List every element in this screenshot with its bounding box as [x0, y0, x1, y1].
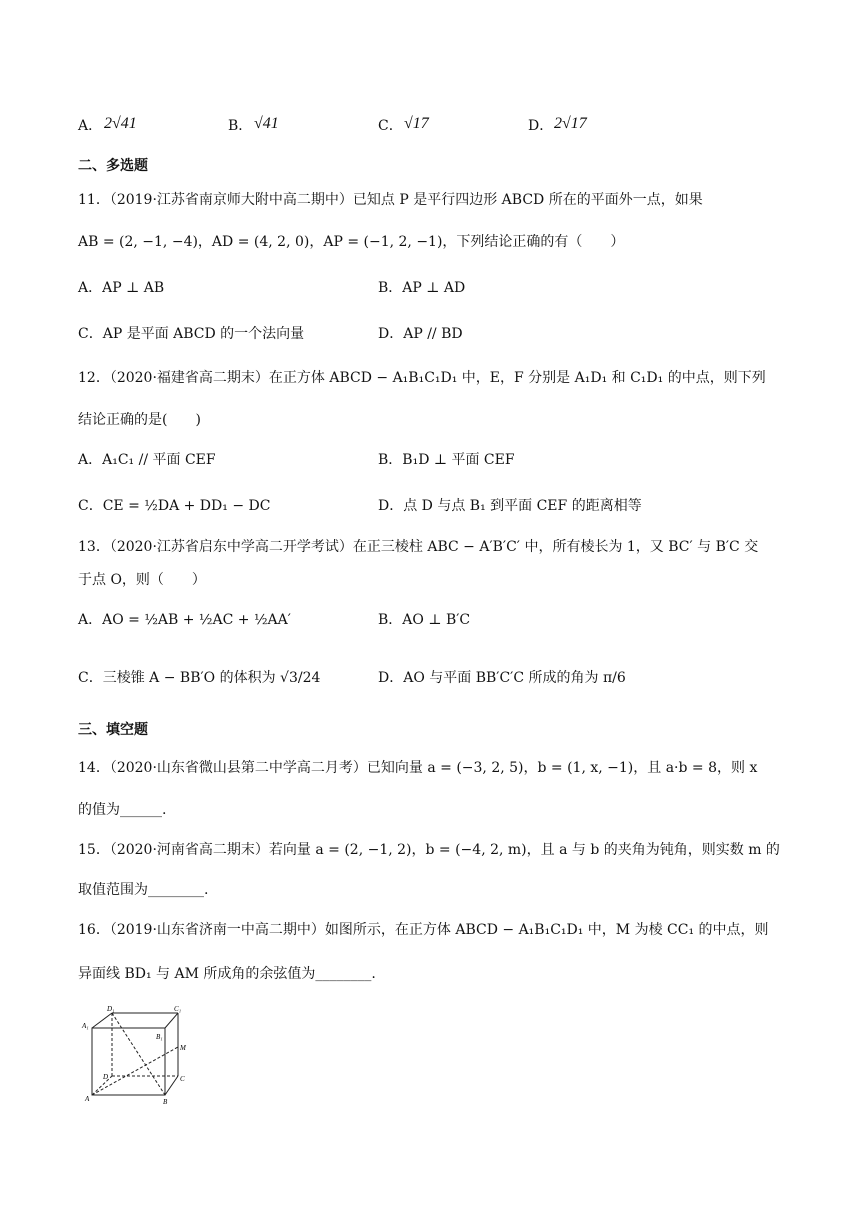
q15-stem-line1: 15．（2020·河南省高二期末）若向量 a = (2, −1, 2)，b = (−4, 2, m)，且 a 与 b 的夹角为钝角，则实数 m 的	[78, 842, 780, 858]
cube-edge-b1c1	[165, 1013, 178, 1028]
q14-stem-line1: 14．（2020·山东省微山县第二中学高二月考）已知向量 a = (−3, 2, 5)，b = (1, x, −1)，且 a·b = 8，则 x	[78, 760, 758, 776]
q10-option-c: C．	[378, 118, 403, 134]
q13-option-b: B．AO ⊥ B′C	[378, 612, 471, 628]
q12-stem-line1: 12．（2020·福建省高二期末）在正方体 ABCD − A₁B₁C₁D₁ 中，E，F 分别是 A₁D₁ 和 C₁D₁ 的中点，则下列	[78, 370, 766, 386]
q13-option-a: A．AO = ½AB + ½AC + ½AA′	[78, 612, 291, 628]
q11-stem-line1: 11．（2019·江苏省南京师大附中高二期中）已知点 P 是平行四边形 ABCD 所在的平面外一点，如果	[78, 192, 703, 208]
q13-option-d: D．AO 与平面 BB′C′C 所成的角为 π/6	[378, 670, 626, 686]
q11-option-d: D．AP // BD	[378, 326, 463, 342]
q10-option-d-value: 2√17	[554, 115, 587, 132]
label-c1: C₁	[174, 1005, 182, 1013]
q10-option-d: D．	[528, 118, 554, 134]
label-m: M	[180, 1044, 186, 1052]
label-c: C	[180, 1075, 185, 1083]
label-b1: B₁	[156, 1033, 163, 1041]
q10-option-a-value: 2√41	[104, 115, 137, 132]
q12-stem-line2: 结论正确的是( )	[78, 412, 201, 428]
q12-option-a: A．A₁C₁ // 平面 CEF	[78, 452, 216, 468]
label-a: A	[85, 1095, 90, 1103]
cube-edge-a1d1	[92, 1013, 112, 1028]
q12-option-d: D．点 D 与点 B₁ 到平面 CEF 的距离相等	[378, 498, 642, 514]
segment-bd1	[112, 1013, 165, 1095]
q16-stem-line2: 异面线 BD₁ 与 AM 所成角的余弦值为________.	[78, 966, 376, 982]
cube-front-face	[92, 1028, 165, 1095]
q12-option-c: C．CE = ½DA + DD₁ − DC	[78, 498, 271, 514]
cube-figure	[74, 1004, 194, 1108]
q11-stem-line2: AB = (2, −1, −4)，AD = (4, 2, 0)，AP = (−1, 2, −1)，下列结论正确的有（ ）	[78, 234, 625, 250]
q13-stem-line1: 13．（2020·江苏省启东中学高二开学考试）在正三棱柱 ABC − A′B′C′ 中，所有棱长为 1，又 BC′ 与 B′C 交	[78, 539, 759, 555]
label-d: D	[103, 1073, 109, 1081]
section-heading-multi-choice: 二、多选题	[78, 158, 148, 174]
label-d1: D₁	[107, 1005, 115, 1013]
q10-option-a: A．	[78, 118, 103, 134]
q11-option-c: C．AP 是平面 ABCD 的一个法向量	[78, 326, 305, 342]
cube-edge-bc	[165, 1076, 178, 1095]
q11-option-a: A．AP ⊥ AB	[78, 280, 165, 296]
q12-option-b: B．B₁D ⊥ 平面 CEF	[378, 452, 515, 468]
label-b: B	[163, 1098, 168, 1106]
q10-option-b-value: √41	[254, 115, 279, 132]
q14-stem-line2: 的值为______.	[78, 802, 167, 818]
q10-option-c-value: √17	[404, 115, 429, 132]
q15-stem-line2: 取值范围为________.	[78, 882, 209, 898]
q13-stem-line2: 于点 O，则（ ）	[78, 572, 206, 588]
cube-edge-ad-hidden	[92, 1076, 112, 1095]
q16-stem-line1: 16．（2019·山东省济南一中高二期中）如图所示，在正方体 ABCD − A₁B₁C₁D₁ 中，M 为棱 CC₁ 的中点，则	[78, 922, 769, 938]
section-heading-fill-in: 三、填空题	[78, 722, 148, 738]
label-a1: A₁	[82, 1022, 89, 1030]
q10-option-b: B．	[228, 118, 253, 134]
q13-option-c: C．三棱锥 A − BB′O 的体积为 √3/24	[78, 670, 321, 686]
q11-option-b: B．AP ⊥ AD	[378, 280, 466, 296]
